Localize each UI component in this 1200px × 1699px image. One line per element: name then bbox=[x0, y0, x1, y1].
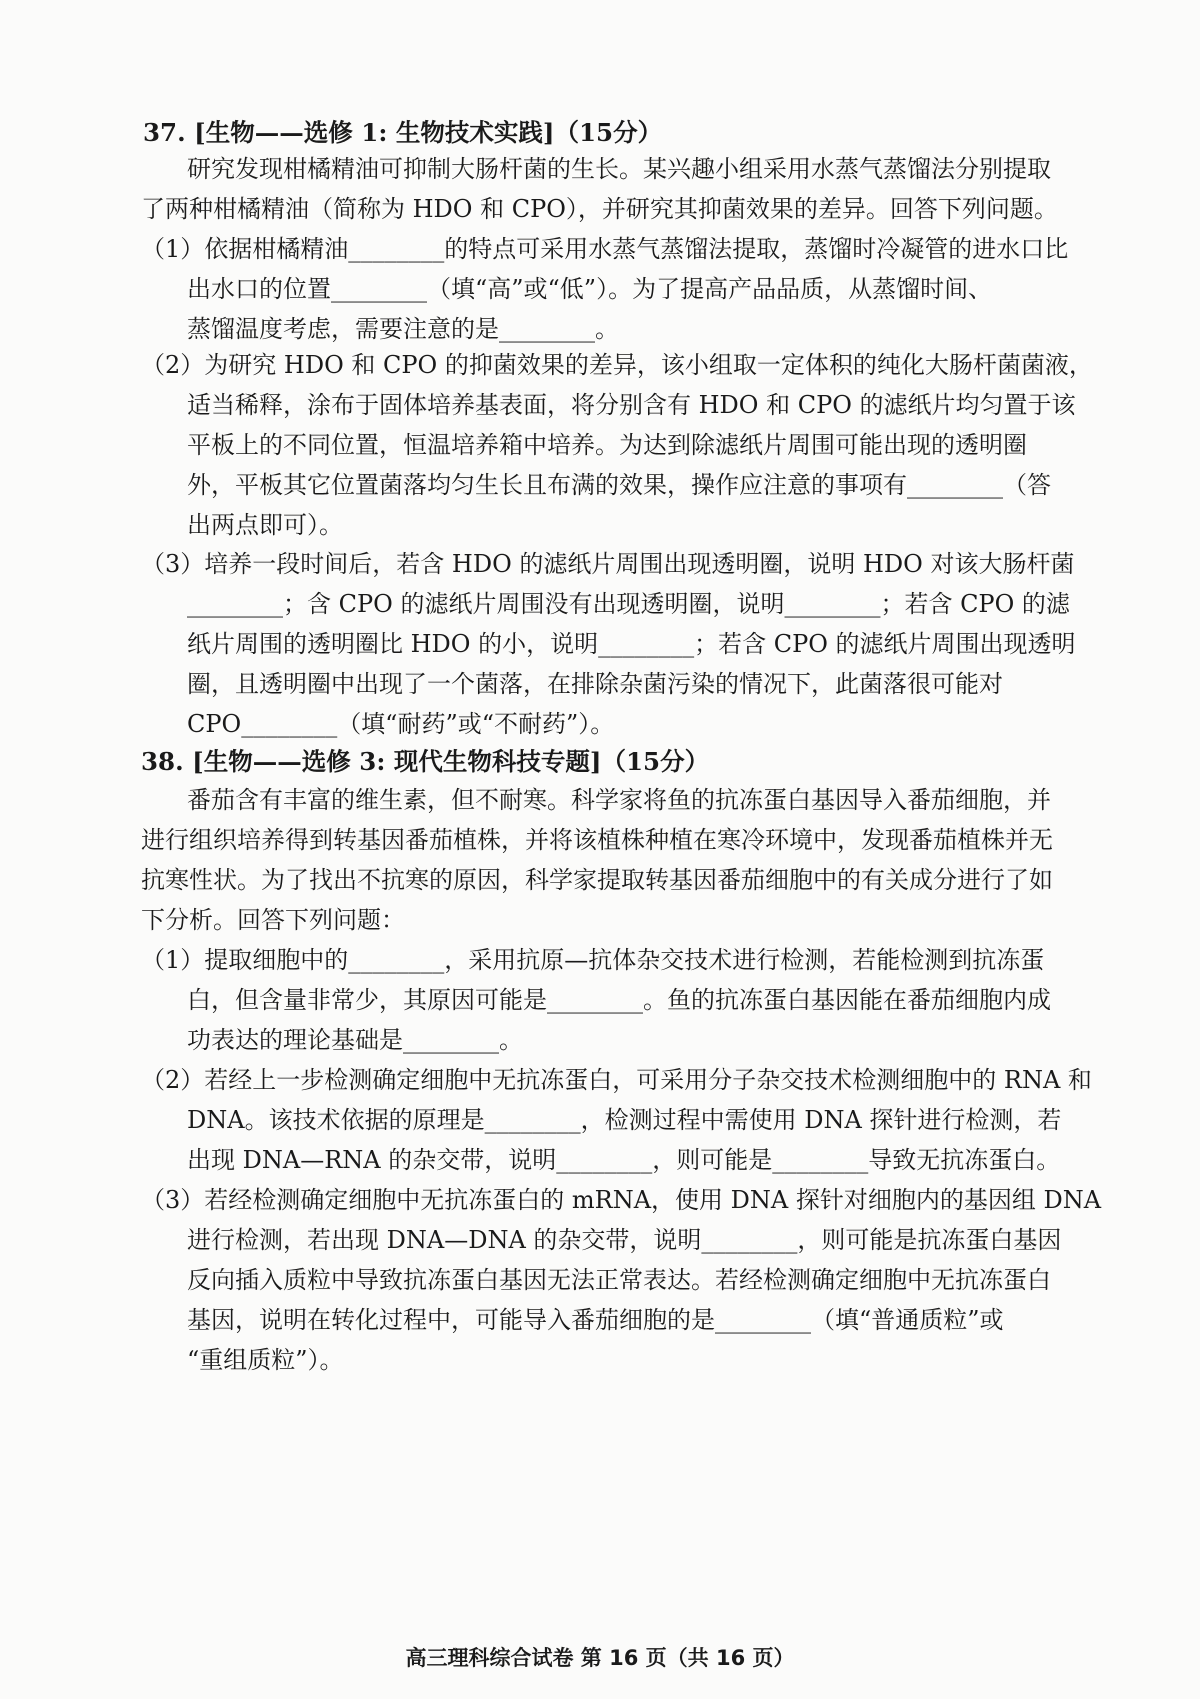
q38-part1-line: 白，但含量非常少，其原因可能是________。鱼的抗冻蛋白基因能在番茄细胞内成 bbox=[187, 986, 1051, 1014]
q38-part1-line: 功表达的理论基础是________。 bbox=[187, 1026, 523, 1054]
q37-part3-line: 圈，且透明圈中出现了一个菌落，在排除杂菌污染的情况下，此菌落很可能对 bbox=[187, 670, 1003, 698]
q38-part3-line: 反向插入质粒中导致抗冻蛋白基因无法正常表达。若经检测确定细胞中无抗冻蛋白 bbox=[187, 1266, 1051, 1294]
q38-part2-line: （2）若经上一步检测确定细胞中无抗冻蛋白，可采用分子杂交技术检测细胞中的 RNA 和 bbox=[141, 1066, 1092, 1094]
q38-intro-line: 下分析。回答下列问题： bbox=[141, 906, 405, 934]
q37-part2-line: 出两点即可）。 bbox=[187, 511, 343, 539]
q38-intro-line: 进行组织培养得到转基因番茄植株，并将该植株种植在寒冷环境中，发现番茄植株并无 bbox=[141, 826, 1053, 854]
q37-part1-line: 蒸馏温度考虑，需要注意的是________。 bbox=[187, 315, 619, 343]
q37-part1-line: （1）依据柑橘精油________的特点可采用水蒸气蒸馏法提取，蒸馏时冷凝管的进水口比 bbox=[141, 235, 1069, 263]
q38-part2-line: 出现 DNA—RNA 的杂交带，说明________，则可能是________导致无抗冻蛋白。 bbox=[187, 1146, 1061, 1174]
q37-part3-line: CPO________（填“耐药”或“不耐药”）。 bbox=[187, 710, 615, 738]
q38-part3-line: 基因，说明在转化过程中，可能导入番茄细胞的是________（填“普通质粒”或 bbox=[187, 1306, 1004, 1334]
q37-intro-line: 了两种柑橘精油（简称为 HDO 和 CPO），并研究其抑菌效果的差异。回答下列问题。 bbox=[141, 195, 1058, 223]
q37-part3-line: （3）培养一段时间后，若含 HDO 的滤纸片周围出现透明圈，说明 HDO 对该大肠杆菌 bbox=[141, 550, 1075, 578]
q37-part3-line: ________；含 CPO 的滤纸片周围没有出现透明圈，说明________；若含 CPO 的滤 bbox=[187, 590, 1070, 618]
q38-part3-line: 进行检测，若出现 DNA—DNA 的杂交带，说明________，则可能是抗冻蛋白基因 bbox=[187, 1226, 1062, 1254]
q37-part2-line: 平板上的不同位置，恒温培养箱中培养。为达到除滤纸片周围可能出现的透明圈 bbox=[187, 431, 1027, 459]
q37-heading: 37. [生物——选修 1: 生物技术实践]（15分） bbox=[143, 118, 663, 147]
q38-heading: 38. [生物——选修 3: 现代生物科技专题]（15分） bbox=[141, 747, 710, 776]
q38-part3-line: “重组质粒”）。 bbox=[187, 1346, 344, 1374]
q37-part2-line: 外，平板其它位置菌落均匀生长且布满的效果，操作应注意的事项有________（答 bbox=[187, 471, 1051, 499]
q37-intro-line: 研究发现柑橘精油可抑制大肠杆菌的生长。某兴趣小组采用水蒸气蒸馏法分别提取 bbox=[187, 155, 1051, 183]
q38-intro-line: 番茄含有丰富的维生素，但不耐寒。科学家将鱼的抗冻蛋白基因导入番茄细胞，并 bbox=[187, 786, 1051, 814]
q37-part2-line: 适当稀释，涂布于固体培养基表面，将分别含有 HDO 和 CPO 的滤纸片均匀置于该 bbox=[187, 391, 1076, 419]
q38-part3-line: （3）若经检测确定细胞中无抗冻蛋白的 mRNA，使用 DNA 探针对细胞内的基因组 DNA bbox=[141, 1186, 1102, 1214]
q37-part1-line: 出水口的位置________（填“高”或“低”）。为了提高产品品质，从蒸馏时间、 bbox=[187, 275, 993, 303]
q38-intro-line: 抗寒性状。为了找出不抗寒的原因，科学家提取转基因番茄细胞中的有关成分进行了如 bbox=[141, 866, 1053, 894]
q37-part3-line: 纸片周围的透明圈比 HDO 的小，说明________；若含 CPO 的滤纸片周围出现透明 bbox=[187, 630, 1076, 658]
q38-part1-line: （1）提取细胞中的________，采用抗原—抗体杂交技术进行检测，若能检测到抗冻蛋 bbox=[141, 946, 1045, 974]
page-footer: 高三理科综合试卷 第 16 页（共 16 页） bbox=[405, 1646, 795, 1670]
q38-part2-line: DNA。该技术依据的原理是________，检测过程中需使用 DNA 探针进行检测，若 bbox=[187, 1106, 1062, 1134]
q37-part2-line: （2）为研究 HDO 和 CPO 的抑菌效果的差异，该小组取一定体积的纯化大肠杆菌菌液， bbox=[141, 351, 1093, 379]
